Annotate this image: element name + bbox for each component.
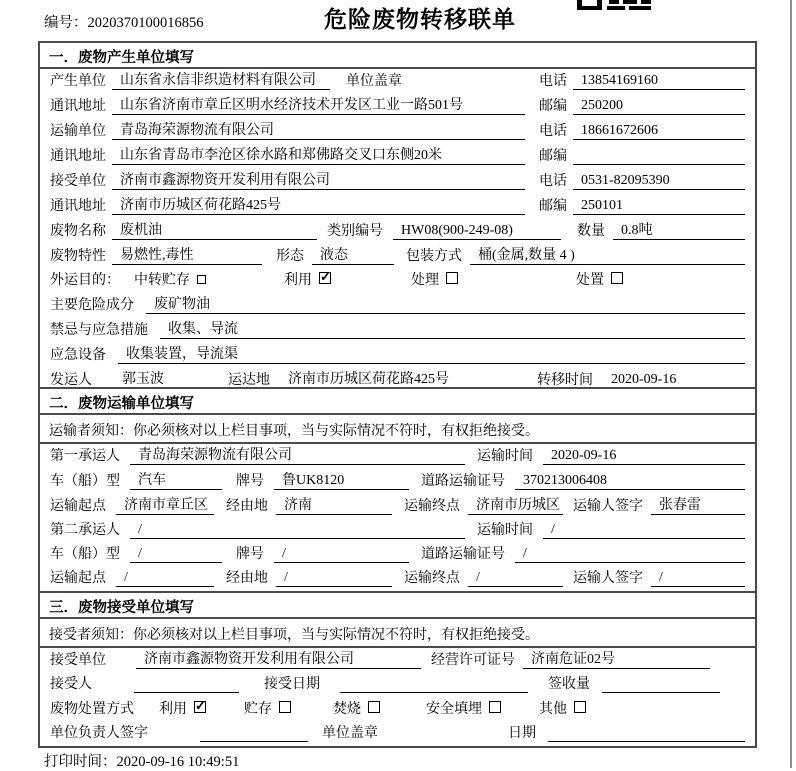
disposal-option-landfill (426, 698, 501, 718)
carrier1-time-value: 2020-09-16 (543, 448, 745, 465)
field-label: 第二承运人 (50, 523, 120, 539)
transporter-name-value: 青岛海荣源物流有限公司 (112, 119, 525, 140)
transporter-notice: 运输者须知：你必须核对以上栏目事项，当与实际情况不符时，有权拒绝接受。 (40, 415, 755, 444)
receiver-phone-value: 0531-82095390 (573, 173, 745, 190)
dispatcher-value: 郭玉波 (114, 368, 194, 389)
field-label: 日期 (508, 725, 536, 741)
field-label: 运输终点 (404, 571, 460, 587)
checkbox-label: 贮存 (244, 701, 272, 717)
transporter-address-row (40, 144, 755, 169)
field-label: 邮编 (539, 99, 567, 114)
producer-address-row (40, 94, 755, 119)
producer-address-value: 山东省济南市章丘区明水经济技术开发区工业一路501号 (112, 94, 525, 115)
producer-name-value: 山东省永信非织造材料有限公司 (112, 69, 330, 90)
route2-start-value: / (116, 570, 214, 587)
responsible-signature-row (40, 722, 755, 746)
receiver-zip-value: 250101 (573, 198, 745, 215)
responsible-signature-value (200, 725, 308, 742)
transporter-address-value: 山东省青岛市李沧区徐水路和郑佛路交叉口东侧20米 (112, 144, 525, 165)
vehicle2-row (40, 543, 755, 567)
waste-form-value: 液态 (312, 244, 394, 265)
disposal-option-other (539, 698, 586, 718)
field-label: 废物特性 (50, 249, 106, 264)
route1-signature-value: 张春雷 (651, 494, 745, 515)
disposal-option-recycle (159, 698, 206, 718)
field-label: 道路运输证号 (421, 547, 505, 563)
route2-via-value: / (276, 570, 392, 587)
checkbox-transfer-storage (197, 275, 206, 284)
field-label: 道路运输证号 (421, 474, 505, 490)
waste-name-value: 废机油 (112, 219, 317, 240)
waste-name-row (40, 219, 755, 244)
hazard-components-value: 废矿物油 (146, 293, 745, 314)
field-label: 转移时间 (537, 373, 593, 388)
field-label: 车（船）型 (50, 547, 120, 563)
acceptor-row (40, 673, 755, 697)
checkbox-disposal-recycle (194, 701, 206, 713)
waste-packaging-value: 桶(金属,数量 4 ) (470, 244, 745, 265)
section-1-header: 一．废物产生单位填写 (40, 43, 755, 69)
disposal-option-incinerate (333, 698, 380, 718)
vehicle1-permit-value: 370213006408 (515, 473, 745, 490)
field-label: 运输人签字 (573, 499, 643, 515)
print-time-label: 打印时间： (44, 754, 117, 770)
manifest-form (38, 41, 757, 748)
field-label: 经由地 (226, 571, 268, 587)
carrier2-row (40, 519, 755, 543)
purpose-option-recycle (284, 269, 331, 289)
route1-end-value: 济南市历城区 (468, 494, 563, 515)
vehicle1-type-value: 汽车 (130, 469, 222, 490)
serial-label: 编号： (44, 15, 88, 31)
seal-label: 单位盖章 (322, 725, 378, 741)
checkbox-label: 其他 (539, 701, 567, 717)
print-time-value: 2020-09-16 10:49:51 (116, 754, 240, 770)
waste-property-value: 易燃性,毒性 (112, 244, 262, 265)
checkbox-dispose (611, 272, 623, 284)
checkbox-treat (446, 272, 458, 284)
receiver-name-value: 济南市鑫源物资开发利用有限公司 (112, 169, 525, 190)
acceptor-name-value (134, 676, 239, 693)
vehicle2-plate-value: / (274, 546, 409, 563)
field-label: 发运人 (50, 373, 92, 388)
producer-zip-value: 250200 (573, 98, 745, 115)
field-label: 包装方式 (406, 249, 462, 264)
transfer-time-value: 2020-09-16 (603, 372, 745, 389)
route2-end-value: / (468, 570, 563, 587)
route2-row (40, 567, 755, 591)
waste-property-row (40, 244, 755, 269)
receiver-notice: 接受者须知：你必须核对以上栏目事项，当与实际情况不符时，有权拒绝接受。 (40, 619, 755, 648)
accept-unit-row (40, 648, 755, 673)
received-quantity-value (602, 676, 720, 693)
field-label: 形态 (276, 249, 304, 264)
hazard-components-row (40, 293, 755, 318)
checkbox-label: 中转贮存 (134, 273, 190, 288)
purpose-option-treat (411, 269, 458, 289)
field-label: 邮编 (539, 199, 567, 214)
disposal-method-row (40, 697, 755, 721)
field-label: 运输起点 (50, 571, 106, 587)
sign-date-value (548, 725, 745, 742)
transporter-row (40, 119, 755, 144)
field-label: 应急设备 (50, 348, 106, 363)
checkbox-disposal-other (574, 701, 586, 713)
route1-row (40, 494, 755, 519)
checkbox-label: 处置 (576, 273, 604, 288)
field-label: 接受单位 (50, 174, 106, 189)
field-label: 签收量 (548, 677, 590, 693)
serial-value: 2020370100016856 (87, 15, 204, 31)
field-label: 通讯地址 (50, 99, 106, 114)
field-label: 运输单位 (50, 124, 106, 139)
section-3-rows (40, 648, 755, 746)
checkbox-label: 处理 (411, 273, 439, 288)
field-label: 运输时间 (477, 449, 533, 465)
carrier1-row (40, 444, 755, 469)
field-label: 数量 (577, 224, 605, 239)
transporter-zip-value (573, 148, 745, 165)
vehicle1-row (40, 469, 755, 494)
field-label: 类别编号 (327, 224, 383, 239)
checkbox-label: 安全填埋 (426, 701, 482, 717)
section-2-header: 二．废物运输单位填写 (40, 387, 755, 415)
field-label: 电话 (539, 74, 567, 89)
accept-date-value (340, 676, 528, 693)
field-label: 废物名称 (50, 224, 106, 239)
emergency-equipment-value: 收集装置，导流渠 (118, 343, 745, 364)
route2-signature-value: / (651, 570, 745, 587)
field-label: 单位负责人签字 (50, 725, 148, 741)
purpose-option-dispose (576, 269, 623, 289)
vehicle1-plate-value: 鲁UK8120 (274, 469, 409, 490)
field-label: 运输人签字 (573, 571, 643, 587)
section-3-header: 三．废物接受单位填写 (40, 591, 755, 619)
checkbox-recycle (319, 272, 331, 284)
waste-quantity-value: 0.8吨 (613, 219, 745, 240)
receiver-row (40, 169, 755, 194)
field-label: 废物处置方式 (50, 701, 134, 717)
field-label: 接受人 (50, 677, 92, 693)
field-label: 接受日期 (264, 677, 320, 693)
field-label: 禁忌与应急措施 (50, 323, 148, 338)
receiver-address-row (40, 194, 755, 219)
checkbox-disposal-landfill (489, 701, 501, 713)
checkbox-label: 利用 (284, 273, 312, 288)
field-label: 经营许可证号 (431, 653, 515, 669)
receiver-address-value: 济南市历城区荷花路425号 (112, 194, 525, 215)
route1-via-value: 济南 (276, 494, 392, 515)
checkbox-disposal-storage (279, 701, 291, 713)
transfer-purpose-row (40, 269, 755, 293)
emergency-equipment-row (40, 343, 755, 368)
carrier2-time-value: / (543, 522, 745, 539)
field-label: 经由地 (226, 499, 268, 515)
purpose-option-transfer-storage (134, 269, 206, 289)
field-label: 电话 (539, 124, 567, 139)
emergency-measures-row (40, 318, 755, 343)
field-label: 运输时间 (477, 523, 533, 539)
license-number-value: 济南危证02号 (523, 648, 710, 669)
transporter-phone-value: 18661672606 (573, 123, 745, 140)
field-label: 车（船）型 (50, 474, 120, 490)
field-label: 通讯地址 (50, 149, 106, 164)
carrier1-name-value: 青岛海荣源物流有限公司 (130, 444, 465, 465)
field-label: 运输终点 (404, 499, 460, 515)
accept-unit-value: 济南市鑫源物资开发利用有限公司 (136, 648, 421, 669)
waste-category-value: HW08(900-249-08) (393, 223, 561, 240)
section-1-rows (40, 69, 755, 387)
field-label: 通讯地址 (50, 199, 106, 214)
field-label: 运达地 (228, 373, 270, 388)
vehicle2-permit-value: / (515, 546, 745, 563)
emergency-measures-value: 收集、导流 (160, 318, 745, 339)
field-label: 接受单位 (50, 653, 106, 669)
field-label: 第一承运人 (50, 449, 120, 465)
seal-label: 单位盖章 (346, 74, 402, 89)
checkbox-disposal-incinerate (368, 701, 380, 713)
checkbox-label: 利用 (159, 701, 187, 717)
page-edge-line (790, 0, 792, 768)
field-label: 产生单位 (50, 74, 106, 89)
field-label: 牌号 (236, 547, 264, 563)
disposal-option-storage (244, 698, 291, 718)
producer-row (40, 69, 755, 94)
field-label: 外运目的： (50, 273, 120, 288)
vehicle2-type-value: / (130, 546, 222, 563)
carrier2-name-value: / (130, 522, 465, 539)
producer-phone-value: 13854169160 (573, 73, 745, 90)
field-label: 牌号 (236, 474, 264, 490)
section-2-rows (40, 444, 755, 591)
qr-code-fragment (577, 0, 652, 10)
field-label: 邮编 (539, 149, 567, 164)
checkbox-label: 焚烧 (333, 701, 361, 717)
field-label: 运输起点 (50, 499, 106, 515)
destination-value: 济南市历城区荷花路425号 (280, 368, 525, 389)
page-title: 危险废物转移联单 (324, 7, 516, 32)
field-label: 主要危险成分 (50, 298, 134, 313)
field-label: 电话 (539, 174, 567, 189)
route1-start-value: 济南市章丘区 (116, 494, 214, 515)
